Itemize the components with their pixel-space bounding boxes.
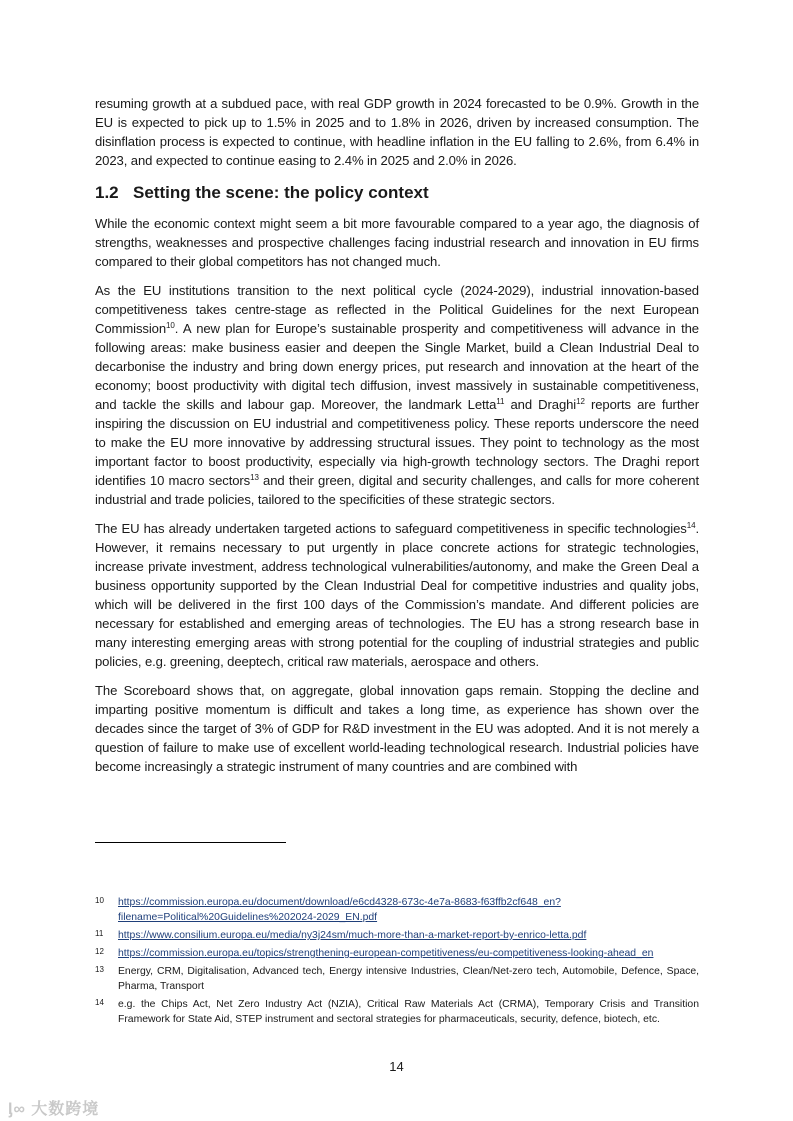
section-title: Setting the scene: the policy context: [133, 183, 429, 202]
text-run: . However, it remains necessary to put urgently in place concrete actions for strategic technologies, increase private investment, address technological vulnerabilities/autonomy, and make the Green Deal a business opportunity supported by the Clean Industrial Deal for competitive industries and quality jobs, which will be delivered in the first 100 days of the Commission’s mandate. And different policies are necessary for established and emerging areas of technologies. The EU has a strong research base in many interesting emerging areas with strong potential for the coupling of industrial strategies and public policies, e.g. greening, deeptech, critical raw materials, aerospace and others.: [95, 521, 699, 669]
section-number: 1.2: [95, 183, 119, 202]
paragraph-scoreboard: The Scoreboard shows that, on aggregate, global innovation gaps remain. Stopping the decline and imparting positive momentum is difficult and takes a long time, as experience has shown over the decades since the target of 3% of GDP for R&D investment in the EU was adopted. And it is not merely a question of failure to make use of excellent world-leading technological research. Industrial policies have become increasingly a strategic instrument of many countries and are combined with: [95, 683, 699, 774]
paragraph-economic-outlook: resuming growth at a subdued pace, with real GDP growth in 2024 forecasted to be 0.9%. Growth in the EU is expected to pick up to 1.5% in 2025 and to 1.8% in 2026, driven by increased consumption. The disinflation process is expected to continue, with headline inflation in the EU falling to 2.6%, from 6.4% in 2023, and expected to continue easing to 2.4% in 2025 and 2.0% in 2026.: [95, 96, 699, 168]
footnote-number: 14: [95, 998, 104, 1007]
text-run: and Draghi: [504, 397, 577, 412]
text-run: reports are further inspiring the discussion on EU industrial and competitiveness policy. These reports underscore the need to make the EU more innovative by addressing structural issues. They point to technology as the most important factor to boost productivity, especially via high-growth technology sectors. The Draghi report identifies 10 macro sectors: [95, 397, 699, 488]
section-heading: [95, 182, 699, 204]
footnote-ref-10[interactable]: 10: [166, 321, 175, 330]
text-run: As the EU institutions transition to the next political cycle (2024-2029), industrial innovation-based competitiveness takes centre-stage as reflected in the Political Guidelines for the next European Commission: [95, 283, 699, 336]
paragraph-targeted-actions: [95, 519, 699, 671]
footnote-number: 12: [95, 947, 104, 956]
text-run: and their green, digital and security challenges, and calls for more coherent industrial and trade policies, tailored to the specificities of these strategic sectors.: [95, 473, 699, 507]
footnote-number: 10: [95, 896, 104, 905]
text-run: The EU has already undertaken targeted actions to safeguard competitiveness in specific technologies: [95, 521, 687, 536]
footnote-number: 13: [95, 965, 104, 974]
footnote-ref-13[interactable]: 13: [250, 473, 259, 482]
footnote-14: [95, 997, 699, 1027]
text-run: . A new plan for Europe’s sustainable prosperity and competitiveness will advance in the following areas: make business easier and deepen the Single Market, build a Clean Industrial Deal to decarbonise the industry and bring down energy prices, put research and innovation at the heart of the economy; boost productivity with digital tech diffusion, invest massively in sustainable competitiveness, and tackle the skills and labour gap. Moreover, the landmark Letta: [95, 321, 699, 412]
footnotes: [95, 895, 699, 1030]
footnote-text: Energy, CRM, Digitalisation, Advanced tech, Energy intensive Industries, Clean/Net-zero tech, Automobile, Defence, Space, Pharma, Transport: [118, 966, 699, 992]
footnote-link[interactable]: https://commission.europa.eu/topics/strengthening-european-competitiveness/eu-competitiveness-looking-ahead_en: [118, 948, 654, 959]
paragraph-political-cycle: [95, 281, 699, 509]
footnote-text: e.g. the Chips Act, Net Zero Industry Act (NZIA), Critical Raw Materials Act (CRMA), Temporary Crisis and Transition Framework for State Aid, STEP instrument and sectoral strategies for pharmaceuticals, security, defence, biotech, etc.: [118, 999, 699, 1025]
footnote-11: [95, 928, 699, 943]
footnote-ref-12[interactable]: 12: [576, 397, 585, 406]
footnote-12: [95, 946, 699, 961]
page-number: 14: [389, 1059, 404, 1074]
footnote-number: 11: [95, 929, 104, 938]
watermark-logo: ᶅ∞ 大数跨境: [8, 1101, 100, 1118]
footnote-13: [95, 964, 699, 994]
footnote-ref-14[interactable]: 14: [686, 521, 696, 530]
footnote-separator: [95, 842, 286, 843]
paragraph-diagnosis: While the economic context might seem a bit more favourable compared to a year ago, the diagnosis of strengths, weaknesses and prospective challenges facing industrial research and innovation in EU firms compared to their global competitors has not changed much.: [95, 216, 699, 269]
footnote-link[interactable]: https://www.consilium.europa.eu/media/ny3j24sm/much-more-than-a-market-report-by-enrico-letta.pdf: [118, 930, 587, 941]
footnote-10: [95, 895, 699, 925]
footnote-ref-11[interactable]: 11: [496, 397, 505, 406]
document-body: [95, 94, 699, 786]
footnote-link[interactable]: https://commission.europa.eu/document/download/e6cd4328-673c-4e7a-8683-f63ffb2cf648_en?filename=Political%20Guidelines%202024-2029_EN.pdf: [118, 897, 561, 923]
